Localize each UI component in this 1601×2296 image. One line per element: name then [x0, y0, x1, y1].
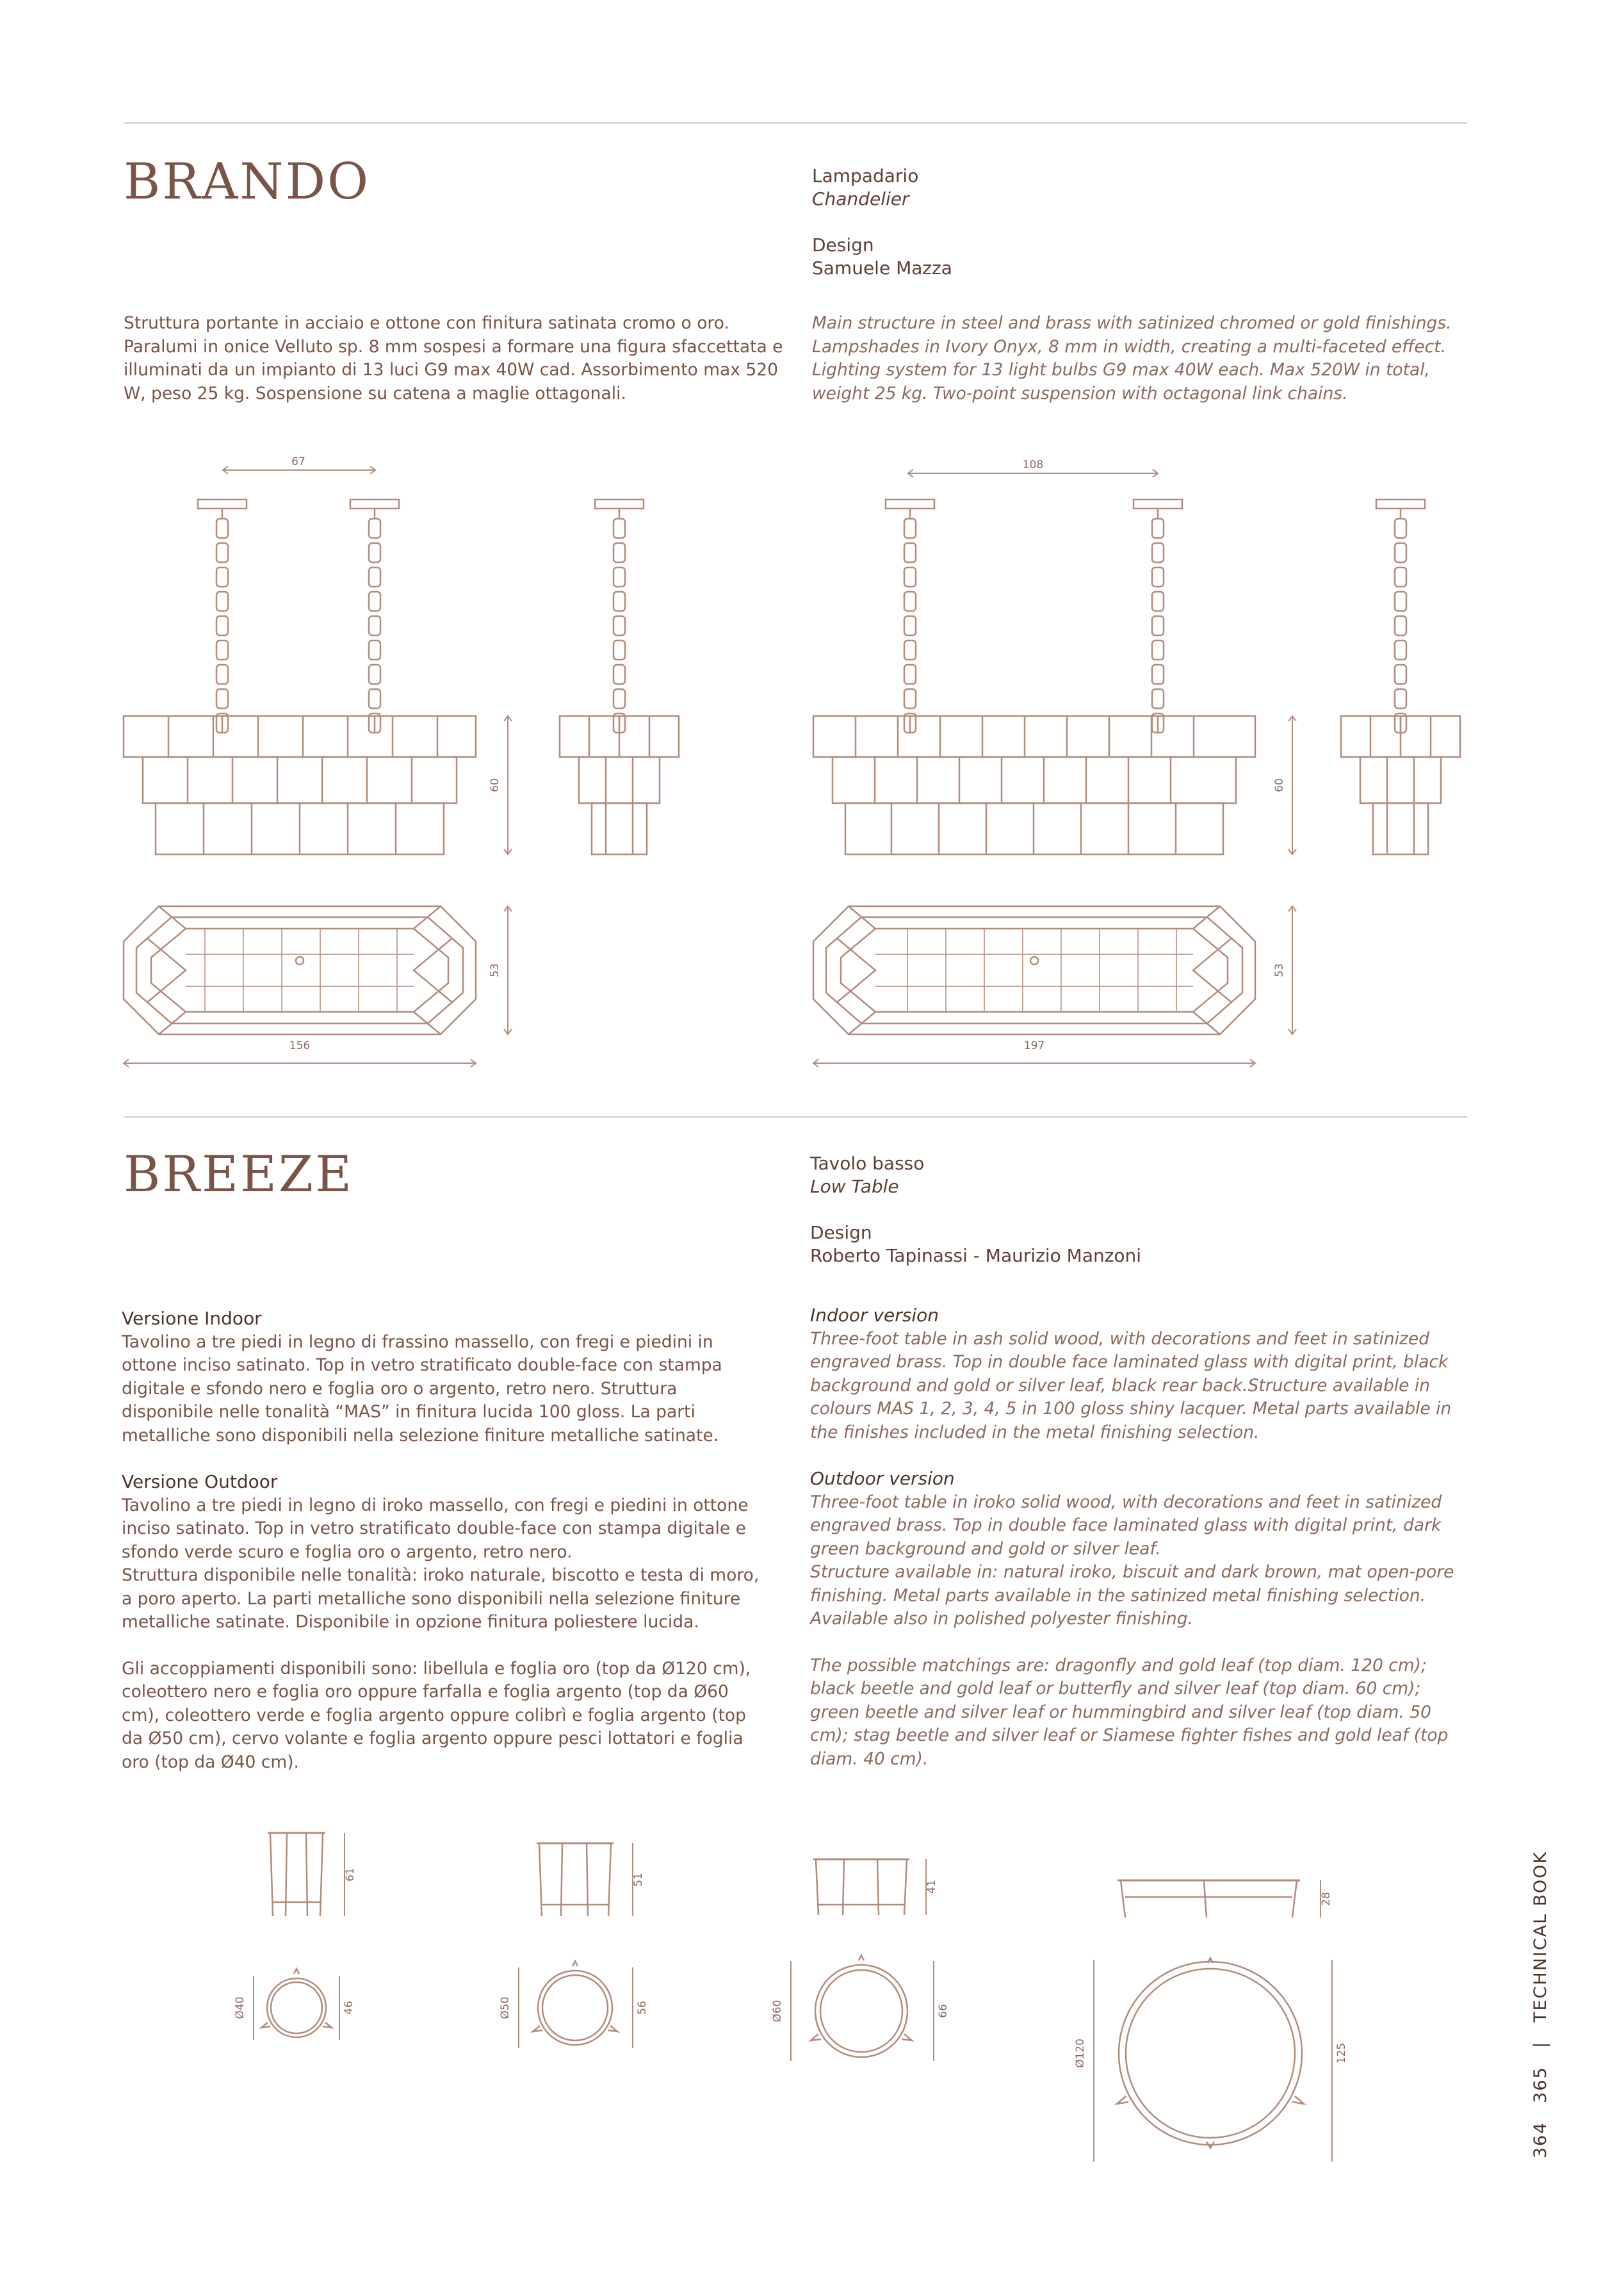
dim-breeze-50-width: 56	[636, 2001, 649, 2015]
dim-brando-small-depth: 53	[489, 963, 501, 977]
footer-book-title: TECHNICAL BOOK	[1531, 1850, 1550, 2023]
brando-large-plan-view	[813, 906, 1296, 1067]
breeze-matchings-it: Gli accoppiamenti disponibili sono: libellula e foglia oro (top da Ø120 cm), coleottero nero e foglia oro oppure farfalla e foglia argento (top da Ø60 cm), coleottero verde e foglia argento oppure colibrì e foglia argento (top da Ø50 cm), cervo volante e foglia argento oppure pesci lottatori e foglia oro (top da Ø40 cm).	[122, 1658, 751, 1772]
dim-breeze-50-diam: Ø50	[499, 1996, 512, 2019]
breeze-type-it: Tavolo basso	[810, 1153, 925, 1174]
dim-breeze-60-diam: Ø60	[771, 1999, 784, 2023]
dim-breeze-40-width: 46	[343, 2001, 355, 2015]
breeze-50-plan	[519, 1961, 633, 2048]
dim-brando-small-spacing: 67	[291, 455, 305, 468]
breeze-designer: Roberto Tapinassi - Maurizio Manzoni	[810, 1245, 1142, 1266]
breeze-60-plan	[791, 1955, 934, 2061]
breeze-40-elevation	[268, 1833, 345, 1916]
dim-brando-large-spacing: 108	[1022, 459, 1044, 471]
brando-small-plan-view	[124, 906, 512, 1067]
dim-brando-large-depth: 53	[1273, 963, 1286, 977]
dim-breeze-40-diam: Ø40	[234, 1996, 247, 2019]
breeze-outdoor-text-en: Three-foot table in iroko solid wood, with decorations and feet in satinized engraved brass. Top in double face laminated glass with digital print, dark green background and gold or silver leaf. Structure available in: natural iroko, biscuit and dark brown, mat open-pore finishing. Metal parts available in the satinized metal finishing selection. Available also in polished polyester finishing.	[810, 1492, 1454, 1629]
brando-description-en: Main structure in steel and brass with satinized chromed or gold finishings. Lampshades in Ivory Onyx, 8 mm in width, creating a multi-faceted effect. Lighting system for 13 light bulbs G9 max 40W each. Max 520W in total, weight 25 kg. Two-point suspension with octagonal link chains.	[812, 313, 1452, 403]
breeze-indoor-text-it: Tavolino a tre piedi in legno di frassino massello, con fregi e piedini in ottone inciso satinato. Top in vetro stratificato double-face con stampa digitale e sfondo nero e foglia oro o argento, retro nero. Struttura disponibile nelle tonalità “MAS” in finitura lucida 100 gloss. La parti metalliche sono disponibili nella selezione finiture metalliche satinate.	[122, 1331, 722, 1445]
dim-brando-large-length: 197	[1023, 1039, 1045, 1052]
dim-breeze-120-diam: Ø120	[1074, 2039, 1087, 2068]
breeze-60-elevation	[813, 1859, 926, 1915]
brando-designer: Samuele Mazza	[812, 257, 952, 279]
dim-breeze-120-width: 125	[1335, 2042, 1348, 2064]
page-footer	[1531, 1839, 1550, 2158]
dim-breeze-50-height: 51	[632, 1873, 645, 1887]
brando-type-en: Chandelier	[812, 188, 909, 209]
page-number-left: 364	[1531, 2121, 1550, 2158]
brando-small-front-view	[124, 466, 512, 854]
breeze-design-label: Design	[810, 1222, 872, 1243]
breeze-title: BREEZE	[124, 1146, 354, 1203]
breeze-50-elevation	[537, 1843, 633, 1916]
brando-large-side-view	[1341, 500, 1460, 854]
breeze-matchings-en: The possible matchings are: dragonfly and gold leaf (top diam. 120 cm); black beetle and gold leaf or butterfly and silver leaf (top diam. 60 cm); green beetle and silver leaf or hummingbird and silver leaf (top diam. 50 cm); stag beetle and silver leaf or Siamese fighter fishes and gold leaf (top diam. 40 cm).	[810, 1655, 1449, 1769]
dim-brando-small-length: 156	[289, 1039, 311, 1052]
brando-description-it: Struttura portante in acciaio e ottone con finitura satinata cromo o oro. Paralumi in onice Velluto sp. 8 mm sospesi a formare una figura sfaccettata e illuminati da un impianto di 13 luci G9 max 40W cad. Assorbimento max 520 W, peso 25 kg. Sospensione su catena a maglie ottagonali.	[124, 313, 783, 403]
breeze-indoor-text-en: Three-foot table in ash solid wood, with decorations and feet in satinized engraved brass. Top in double face laminated glass with digital print, black background and gold or silver leaf, black rear back.Structure available in colours MAS 1, 2, 3, 4, 5 in 100 gloss shiny lacquer. Metal parts available in the finishes included in the metal finishing selection.	[810, 1328, 1452, 1442]
breeze-120-plan	[1094, 1958, 1332, 2162]
brando-small-side-view	[560, 500, 679, 854]
brando-title: BRANDO	[124, 153, 371, 211]
footer-separator: |	[1531, 2040, 1550, 2048]
breeze-type-en: Low Table	[810, 1176, 899, 1197]
dim-breeze-40-height: 61	[344, 1868, 357, 1882]
breeze-120-elevation	[1117, 1880, 1321, 1917]
breeze-outdoor-text-it: Tavolino a tre piedi in legno di iroko massello, con fregi e piedini in ottone inciso satinato. Top in vetro stratificato double-face con stampa digitale e sfondo verde scuro e foglia oro o argento, retro nero. Struttura disponibile nelle tonalità: iroko naturale, biscotto e testa di moro, a poro aperto. La parti metalliche sono disponibili nella selezione finiture metalliche satinate. Disponibile in opzione finitura poliestere lucida.	[122, 1495, 760, 1632]
breeze-outdoor-heading-en: Outdoor version	[810, 1468, 955, 1489]
page-number-right: 365	[1531, 2066, 1550, 2103]
dim-breeze-60-height: 41	[925, 1880, 938, 1894]
brando-large-front-view	[813, 469, 1296, 854]
dim-breeze-120-height: 28	[1320, 1892, 1333, 1906]
breeze-outdoor-heading-it: Versione Outdoor	[122, 1471, 278, 1492]
dim-brando-small-height: 60	[489, 778, 501, 792]
breeze-indoor-heading-en: Indoor version	[810, 1305, 939, 1326]
breeze-40-plan	[254, 1969, 339, 2040]
brando-design-label: Design	[812, 234, 874, 256]
dim-brando-large-height: 60	[1273, 778, 1286, 792]
brando-type-it: Lampadario	[812, 165, 919, 186]
dim-breeze-60-width: 66	[937, 2004, 950, 2018]
breeze-indoor-heading-it: Versione Indoor	[122, 1308, 262, 1329]
